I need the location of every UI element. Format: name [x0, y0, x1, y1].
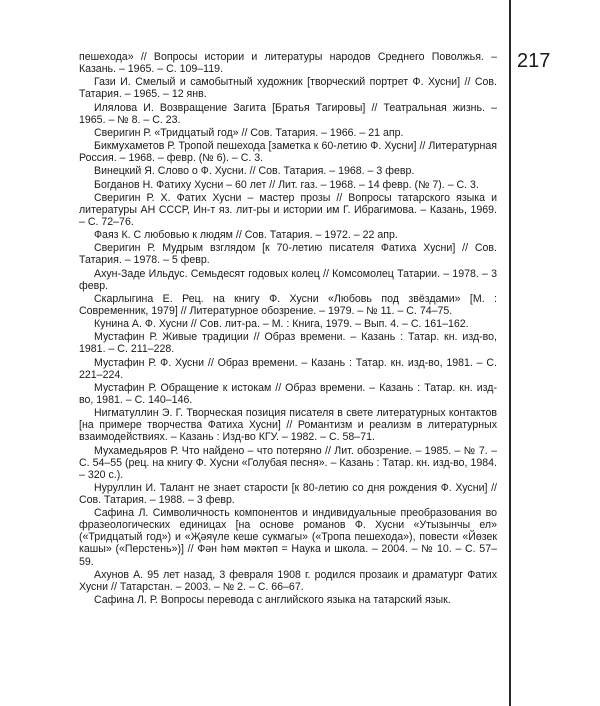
bibliography-entry: Сверигин Р. «Тридцатый год» // Сов. Татария. – 1966. – 21 апр. — [94, 126, 404, 139]
bibliography-entry: Сверигин Р. Х. Фатих Хусни – мастер прозы // Вопросы татарского языка и литературы АН СССР, Ин-т яз. лит-ры и истории им Г. Ибрагимова. – Казань, 1969. – С. 72–76. — [79, 191, 497, 228]
bibliography-entry: Сверигин Р. Мудрым взглядом [к 70-летию писателя Фатиха Хусни] // Сов. Татария. – 1978. – 5 февр. — [79, 242, 497, 267]
bibliography-entry: Мухамедьяров Р. Что найдено – что потеряно // Лит. обозрение. – 1985. – № 7. – С. 54–55 (рец. на книгу Ф. Хусни «Голубая песня». – Казань : Татар. кн. изд-во, 1984. – 320 с.). — [79, 444, 497, 481]
bibliography-entry: Илялова И. Возвращение Загита [Братья Тагировы] // Театральная жизнь. – 1965. – № 8. – С. 23. — [79, 101, 497, 126]
bibliography-entry: Сафина Л. Р. Вопросы перевода с английского языка на татарский язык. — [94, 594, 451, 606]
bibliography-entry: пешехода» // Вопросы истории и литературы народов Среднего Поволжья. – Казань. – 1965. – С. 109–119. — [79, 51, 497, 76]
bibliography-entry: Скарлыгина Е. Рец. на книгу Ф. Хусни «Любовь под звёздами» [М. : Современник, 1979] // Литературное обозрение. – 1979. – № 11. – С. 74–75. — [79, 292, 497, 317]
bibliography-entry: Винецкий Я. Слово о Ф. Хусни. // Сов. Татария. – 1968. – 3 февр. — [94, 165, 415, 178]
bibliography-entry: Богданов Н. Фатиху Хусни – 60 лет // Лит. газ. – 1968. – 14 февр. (№ 7). – С. 3. — [94, 178, 479, 191]
bibliography-entry: Мустафин Р. Живые традиции // Образ времени. – Казань : Татар. кн. изд-во, 1981. – С. 211–228. — [79, 331, 497, 356]
bibliography-entry: Сафина Л. Символичность компонентов и индивидуальные преобразования во фразеологических единицах [на основе романов Ф. Хусни «Утызынчы ел» («Тридцатый год») и «Җәяүле кеше сукмагы» («Тропа пешехода»), повести «Йөзек кашы» («Перстень»)] // Фән һәм мәктәп = Наука и школа. – 2004. – № 10. – С. 57–59. — [79, 507, 497, 568]
bibliography-entry: Мустафин Р. Ф. Хусни // Образ времени. – Казань : Татар. кн. изд-во, 1981. – С. 221–224. — [79, 356, 497, 381]
margin-rule — [509, 0, 511, 706]
bibliography-entry: Фаяз К. С любовью к людям // Сов. Татария. – 1972. – 22 апр. — [94, 229, 398, 242]
bibliography-entry: Ахун-Заде Ильдус. Семьдесят годовых колец // Комсомолец Татарии. – 1978. – 3 февр. — [79, 267, 497, 292]
bibliography-entry: Бикмухаметов Р. Тропой пешехода [заметка к 60-летию Ф. Хусни] // Литературная Россия. – 1968. – февр. (№ 6). – С. 3. — [79, 140, 497, 165]
bibliography-entry: Мустафин Р. Обращение к истокам // Образ времени. – Казань : Татар. кн. изд-во, 1981. – С. 140–146. — [79, 381, 497, 406]
page-number: 217 — [517, 50, 551, 72]
bibliography-entry: Нуруллин И. Талант не знает старости [к 80-летию со дня рождения Ф. Хусни] // Сов. Татария. – 1988. – 3 февр. — [79, 481, 497, 506]
bibliography-entry: Нигматуллин Э. Г. Творческая позиция писателя в свете литературных контактов [на примере творчества Фатиха Хусни] // Романтизм и реализм в литературных взаимодействиях. – Казань : Изд-во КГУ. – 1982. – С. 58–71. — [79, 407, 497, 444]
bibliography-entry: Ахунов А. 95 лет назад, 3 февраля 1908 г. родился прозаик и драматург Фатих Хусни // Татарстан. – 2003. – № 2. – С. 66–67. — [79, 568, 497, 593]
bibliography-text — [79, 51, 497, 607]
bibliography-entry: Кунина А. Ф. Хусни // Сов. лит-ра. – М. : Книга, 1979. – Вып. 4. – С. 161–162. — [94, 318, 469, 331]
bibliography-entry: Гази И. Смелый и самобытный художник [творческий портрет Ф. Хусни] // Сов. Татария. – 1965. – 12 янв. — [79, 76, 497, 101]
